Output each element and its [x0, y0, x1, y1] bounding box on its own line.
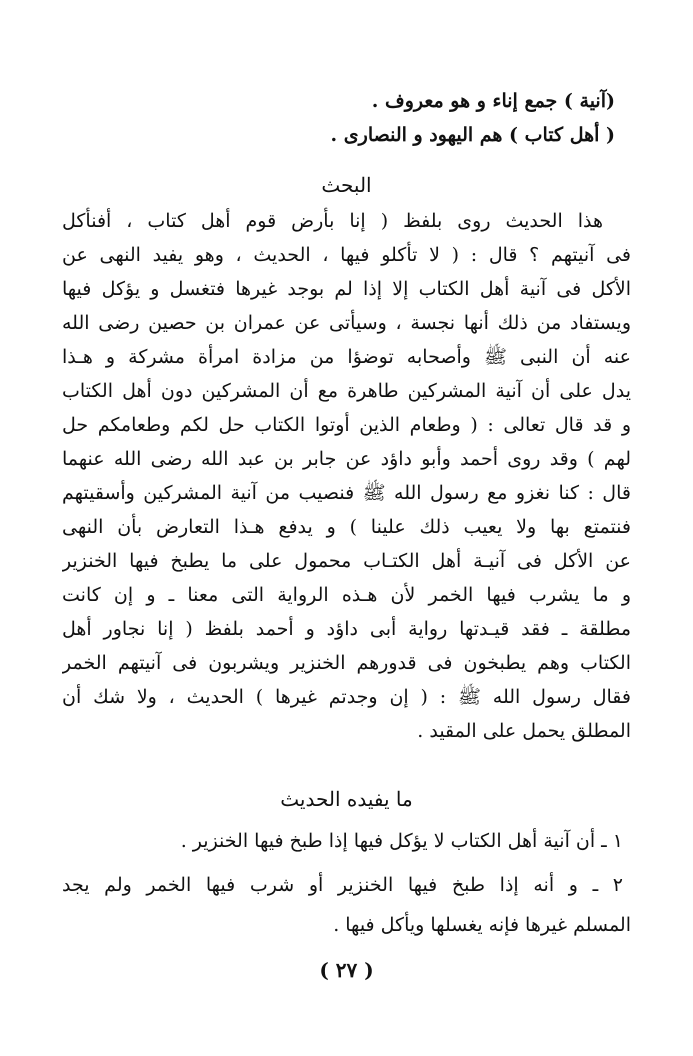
benefits-list — [62, 826, 631, 946]
body-line: فقال رسول الله ﷺ : ( إن وجدتم غيرها ) الحديث ، ولا شك أن — [62, 686, 631, 708]
body-line: و قد قال تعالى : ( وطعام الذين أوتوا الكتاب حل لكم وطعامكم حل — [62, 414, 631, 436]
body-line: و ما يشرب فيها الخمر لأن هـذه الرواية التى معنا ـ و إن كانت — [62, 584, 631, 606]
body-line: الكتاب وهم يطبخون فى قدورهم الخنزير ويشربون فى آنيتهم الخمر — [62, 652, 631, 674]
body-line: هذا الحديث روى بلفظ ( إنا بأرض قوم أهل كتاب ، أفنأكل — [62, 210, 603, 232]
page-number: ( ٢٧ ) — [319, 958, 374, 982]
definitions — [62, 86, 631, 150]
body-line: قال : كنا نغزو مع رسول الله ﷺ فنصيب من آنية المشركين وأسقيتهم — [62, 482, 631, 504]
body-line: الأكل فى آنية أهل الكتاب إلا إذا لم بوجد غيرها فتغسل و يؤكل فيها — [62, 278, 631, 300]
body-line: مطلقة ـ فقد قيـدتها رواية أبى داؤد و أحمد بلفظ ( إنا نجاور أهل — [62, 618, 631, 640]
benefit-item: ١ ـ أن آنية أهل الكتاب لا يؤكل فيها إذا طبخ فيها الخنزير . — [180, 830, 623, 852]
body-line: عن الأكل فى آنيـة أهل الكتـاب محمول على ما يطبخ فيها الخنزير — [62, 550, 631, 572]
definition-line: ( أهل كتاب ) هم اليهود و النصارى . — [330, 124, 615, 146]
body-line: لهم ) وقد روى أحمد وأبو داؤد عن جابر بن عبد الله رضى الله عنهما — [62, 448, 631, 470]
body-line: فى آنيتهم ؟ قال : ( لا تأكلو فيها ، الحديث ، وهو يفيد النهى عن — [62, 244, 631, 266]
body-line: فنتمتع بها ولا يعيب ذلك علينا ) و يدفع هـذا التعارض بأن النهى — [62, 516, 631, 538]
body-text — [62, 206, 631, 766]
section-heading: البحث — [321, 173, 372, 197]
benefit-item-continuation: المسلم غيرها فإنه يغسلها ويأكل فيها . — [333, 914, 631, 936]
body-line: ويستفاد من ذلك أنها نجسة ، وسيأتى عن عمران بن حصين رضى الله — [62, 312, 631, 334]
body-line: يدل على أن آنية المشركين طاهرة مع أن المشركين دون أهل الكتاب — [62, 380, 631, 402]
definition-line: (آنية ) جمع إناء و هو معروف . — [371, 90, 615, 112]
body-line: المطلق يحمل على المقيد . — [417, 720, 631, 742]
body-line: عنه أن النبى ﷺ وأصحابه توضؤا من مزادة امرأة مشركة و هـذا — [62, 346, 631, 368]
benefits-heading: ما يفيده الحديث — [280, 787, 413, 811]
benefit-item: ٢ ـ و أنه إذا طبخ فيها الخنزير أو شرب فيها الخمر ولم يجد — [62, 874, 623, 896]
